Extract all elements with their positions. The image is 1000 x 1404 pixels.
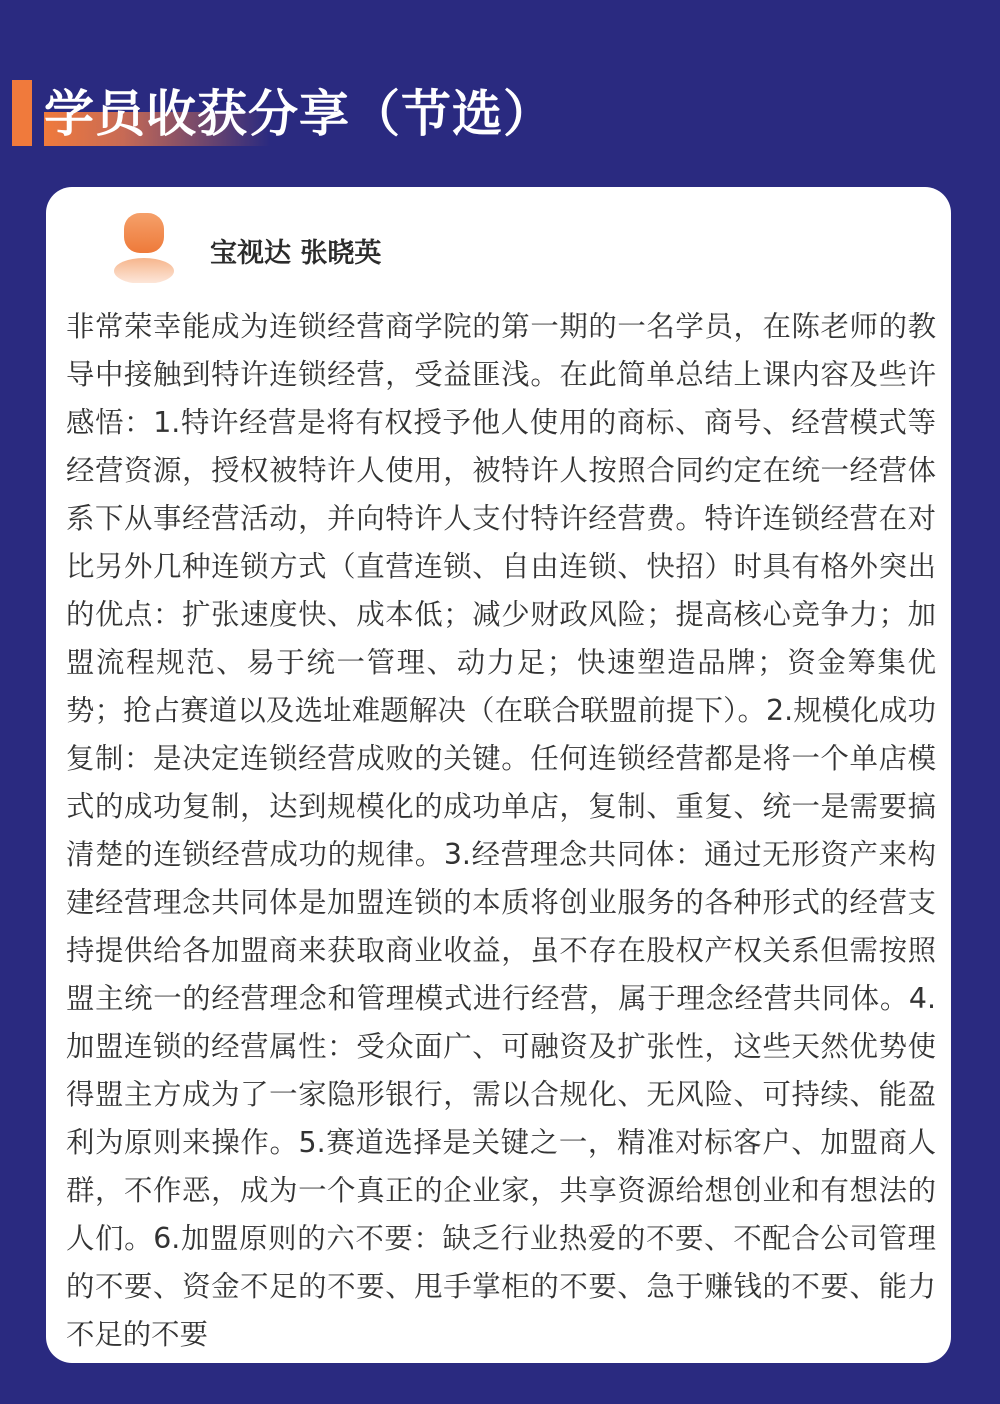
person-avatar-icon	[112, 211, 176, 283]
page-title: 学员收获分享（节选）	[44, 85, 554, 143]
testimonial-body: 非常荣幸能成为连锁经营商学院的第一期的一名学员，在陈老师的教导中接触到特许连锁经营，受益匪浅。在此简单总结上课内容及些许感悟：1.特许经营是将有权授予他人使用的商标、商号、经营模式等经营资源，授权被特许人使用，被特许人按照合同约定在统一经营体系下从事经营活动，并向特许人支付特许经营费。特许连锁经营在对比另外几种连锁方式（直营连锁、自由连锁、快招）时具有格外突出的优点：扩张速度快、成本低；减少财政风险；提高核心竞争力；加盟流程规范、易于统一管理、动力足；快速塑造品牌；资金筹集优势；抢占赛道以及选址难题解决（在联合联盟前提下）。2.规模化成功复制：是决定连锁经营成败的关键。任何连锁经营都是将一个单店模式的成功复制，达到规模化的成功单店，复制、重复、统一是需要搞清楚的连锁经营成功的规律。3.经营理念共同体：通过无形资产来构建经营理念共同体是加盟连锁的本质将创业服务的各种形式的经营支持提供给各加盟商来获取商业收益，虽不存在股权产权关系但需按照盟主统一的经营理念和管理模式进行经营，属于理念经营共同体。4.加盟连锁的经营属性：受众面广、可融资及扩张性，这些天然优势使得盟主方成为了一家隐形银行，需以合规化、无风险、可持续、能盈利为原则来操作。5.赛道选择是关键之一，精准对标客户、加盟商人群，不作恶，成为一个真正的企业家，共享资源给想创业和有想法的人们。6.加盟原则的六不要：缺乏行业热爱的不要、不配合公司管理的不要、资金不足的不要、甩手掌柜的不要、急于赚钱的不要、能力不足的不要	[66, 310, 936, 1351]
testimonial-card	[46, 187, 951, 1363]
author-name: 宝视达 张晓英	[210, 238, 382, 269]
title-accent-bar	[12, 80, 32, 146]
